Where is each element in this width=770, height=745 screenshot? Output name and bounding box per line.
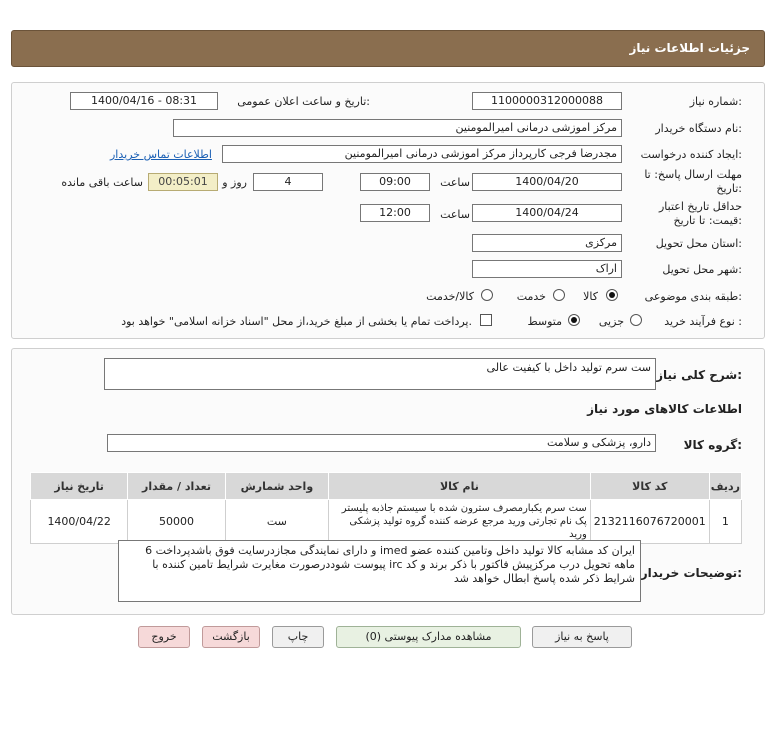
announce-field: 1400/04/16 - 08:31	[70, 92, 218, 110]
validity-time-field: 12:00	[360, 204, 430, 222]
table-header-row	[31, 473, 742, 500]
creator-label: ایجاد کننده درخواست:	[640, 148, 742, 161]
reply-time-label: ساعت	[440, 176, 470, 189]
buyer-org-label: نام دستگاه خریدار:	[655, 122, 742, 135]
cell-unit: ست	[225, 500, 328, 544]
goods-info-title: اطلاعات کالاهای مورد نیاز	[587, 402, 742, 416]
province-field: مرکزی	[472, 234, 622, 252]
process-option-minor: جزیی	[598, 315, 624, 328]
category-radio-goods[interactable]	[606, 289, 618, 301]
reply-time-field: 09:00	[360, 173, 430, 191]
category-option-service: خدمت	[516, 290, 546, 303]
page-header	[11, 30, 765, 67]
buyer-notes-label: توضیحات خریدار:	[640, 566, 742, 580]
treasury-payment-note: پرداخت تمام یا بخشی از مبلغ خرید،از محل "اسناد خزانه اسلامی" خواهد بود.	[121, 315, 472, 328]
exit-button[interactable]: خروج	[138, 626, 190, 648]
announce-label: تاریخ و ساعت اعلان عمومی:	[237, 95, 370, 108]
days-field: 4	[253, 173, 323, 191]
goods-table	[30, 472, 742, 544]
process-radio-medium[interactable]	[568, 314, 580, 326]
table-row	[31, 500, 742, 544]
validity-label: حداقل تاریخ اعتبار قیمت: تا تاریخ:	[658, 200, 742, 227]
col-qty: تعداد / مقدار	[128, 473, 225, 500]
reply-button[interactable]: پاسخ به نیاز	[532, 626, 632, 648]
goods-group-field: دارو، پزشکی و سلامت	[107, 434, 656, 452]
remaining-time-field: 00:05:01	[148, 173, 218, 191]
contact-buyer-link[interactable]: اطلاعات تماس خریدار	[110, 148, 212, 161]
col-code: کد کالا	[590, 473, 709, 500]
process-option-medium: متوسط	[527, 315, 562, 328]
print-button[interactable]: چاپ	[272, 626, 324, 648]
city-field: اراک	[472, 260, 622, 278]
days-label: روز و	[222, 176, 247, 189]
cell-date: 1400/04/22	[31, 500, 128, 544]
category-radio-goods-service[interactable]	[481, 289, 493, 301]
back-button[interactable]: بازگشت	[202, 626, 260, 648]
category-option-goods: کالا	[583, 290, 598, 303]
reply-date-field: 1400/04/20	[472, 173, 622, 191]
province-label: استان محل تحویل:	[655, 237, 742, 250]
category-radio-service[interactable]	[553, 289, 565, 301]
category-option-goods-service: کالا/خدمت	[426, 290, 474, 303]
col-date: تاریخ نیاز	[31, 473, 128, 500]
reply-deadline-label: مهلت ارسال پاسخ: تا تاریخ:	[644, 168, 742, 195]
cell-name: ست سرم یکبارمصرف سترون شده با سیستم جاذبه پلیستر پک نام تجارتی ورید مرجع عرضه کننده گروه تولید پزشکی ورید	[329, 500, 591, 544]
goods-group-label: گروه کالا:	[683, 438, 742, 452]
cell-code: 2132116076720001	[590, 500, 709, 544]
cell-qty: 50000	[128, 500, 225, 544]
need-number-field: 1100000312000088	[472, 92, 622, 110]
col-unit: واحد شمارش	[225, 473, 328, 500]
buyer-notes-field: ایران کد مشابه کالا تولید داخل وتامین کننده عضو imed و دارای نمایندگی مجازدرسایت فوق باشدپرداخت 6 ماهه تحویل درب مرکزپیش فاکتور با ذکر برند و کد irc پیوست شوددرصورت مغایرت شرایط تامین کننده با شرایط ذکر شده پاسخ ابطال خواهد شد	[118, 540, 641, 602]
process-label: نوع فرآیند خرید :	[664, 315, 742, 328]
category-label: طبقه بندی موضوعی:	[644, 290, 742, 303]
treasury-payment-checkbox[interactable]	[480, 314, 492, 326]
validity-time-label: ساعت	[440, 208, 470, 221]
col-name: نام کالا	[329, 473, 591, 500]
buyer-org-field: مرکز اموزشی درمانی امیرالمومنین	[173, 119, 622, 137]
page-title: جزئیات اطلاعات نیاز	[629, 41, 750, 55]
need-number-label: شماره نیاز:	[689, 95, 742, 108]
process-radio-minor[interactable]	[630, 314, 642, 326]
creator-field: مجدرضا فرجی کارپرداز مرکز اموزشی درمانی امیرالمومنین	[222, 145, 622, 163]
remaining-label: ساعت باقی مانده	[61, 176, 143, 189]
attachments-button[interactable]: مشاهده مدارک پیوستی (0)	[336, 626, 521, 648]
col-row: ردیف	[709, 473, 741, 500]
cell-row: 1	[709, 500, 741, 544]
validity-date-field: 1400/04/24	[472, 204, 622, 222]
city-label: شهر محل تحویل:	[662, 263, 742, 276]
summary-field: ست سرم تولید داخل با کیفیت عالی	[104, 358, 656, 390]
summary-label: شرح کلی نیاز:	[656, 368, 742, 382]
